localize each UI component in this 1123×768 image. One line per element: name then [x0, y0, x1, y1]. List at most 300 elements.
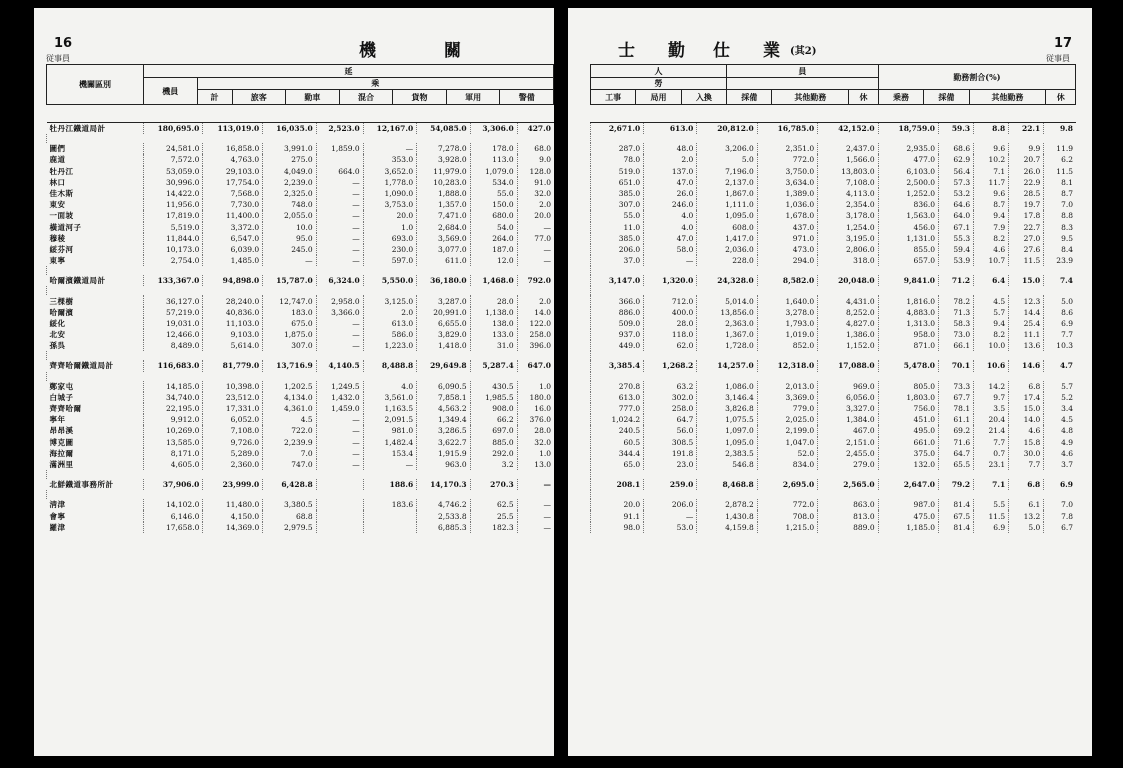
table-cell: 22.9 [1009, 177, 1044, 188]
table-cell: 722.0 [263, 425, 316, 436]
table-cell: 2,025.0 [757, 414, 817, 425]
table-row [591, 329, 1077, 340]
table-cell: 2,199.0 [757, 425, 817, 436]
table-cell: 30.0 [1009, 448, 1044, 459]
row-label: 鄭家屯 [49, 381, 74, 391]
table-cell: 10.2 [974, 154, 1009, 165]
table-cell: 2,523.0 [316, 123, 363, 135]
table-cell: 10.0 [263, 222, 316, 233]
table-cell: 53,059.0 [143, 166, 203, 177]
table-cell: 9.6 [974, 143, 1009, 154]
table-cell: — [316, 222, 363, 233]
table-cell: 28.0 [517, 425, 554, 436]
table-cell: 11.5 [974, 510, 1009, 521]
table-cell: 206.0 [644, 499, 697, 510]
table-cell: 15.8 [1009, 437, 1044, 448]
title-right-char4: 業 [763, 41, 781, 61]
table-cell: 230.0 [363, 244, 416, 255]
table-cell: 2,091.5 [363, 414, 416, 425]
table-cell: 1,131.0 [878, 233, 938, 244]
spacer-cell [47, 470, 555, 479]
title-right-char2: 勤 [668, 41, 686, 61]
table-cell: 91.0 [517, 177, 554, 188]
table-cell: 94,898.0 [203, 275, 263, 286]
table-row [591, 448, 1077, 459]
table-cell: 366.0 [591, 295, 644, 306]
table-cell: 20.0 [591, 499, 644, 510]
table-cell: 1,185.0 [878, 522, 938, 533]
table-cell: 8,582.0 [757, 275, 817, 286]
table-cell: 1,202.5 [263, 381, 316, 392]
table-cell: 863.0 [818, 499, 878, 510]
table-cell: 58.3 [939, 318, 974, 329]
spacer-row [591, 134, 1077, 143]
table-cell: 836.0 [878, 199, 938, 210]
table-cell: 23.9 [1044, 255, 1076, 266]
table-cell: 6,103.0 [878, 166, 938, 177]
table-cell: 11,979.0 [417, 166, 470, 177]
table-cell: 264.0 [470, 233, 517, 244]
table-cell: 24,581.0 [143, 143, 203, 154]
table-cell: 647.0 [517, 360, 554, 371]
table-cell: 6,039.0 [203, 244, 263, 255]
table-cell: 2,151.0 [818, 437, 878, 448]
table-cell: 1,816.0 [878, 295, 938, 306]
row-label: 羅津 [49, 522, 66, 532]
table-cell: 1,468.0 [470, 275, 517, 286]
header-col-6: 軍用 [446, 90, 500, 105]
table-cell: 6.2 [1044, 154, 1076, 165]
table-cell: 11.5 [1009, 255, 1044, 266]
table-cell: 10.6 [974, 360, 1009, 371]
table-cell: 17,658.0 [143, 522, 203, 533]
table-cell: 987.0 [878, 499, 938, 510]
total-row [591, 275, 1077, 286]
table-cell: 66.1 [939, 340, 974, 351]
table-cell: 206.0 [591, 244, 644, 255]
table-cell: 14.6 [1009, 360, 1044, 371]
table-cell: 4,159.8 [697, 522, 757, 533]
r-header-col-6: 乗務 [878, 90, 923, 105]
table-cell: 1,985.5 [470, 392, 517, 403]
table-cell: 8.8 [974, 123, 1009, 135]
table-cell: 2,754.0 [143, 255, 203, 266]
table-cell: 37,906.0 [143, 479, 203, 490]
table-row [591, 425, 1077, 436]
table-cell: 5,478.0 [878, 360, 938, 371]
table-cell: 10.3 [1044, 340, 1076, 351]
table-row [591, 143, 1077, 154]
table-cell: 963.0 [417, 459, 470, 470]
header-group-left: 人 [591, 65, 727, 78]
table-cell: 2,363.0 [697, 318, 757, 329]
table-row [47, 199, 555, 210]
table-cell: 66.2 [470, 414, 517, 425]
row-label: 會寧 [49, 511, 66, 521]
table-cell: 509.0 [591, 318, 644, 329]
table-row [591, 392, 1077, 403]
table-cell: 1,215.0 [757, 522, 817, 533]
table-cell: 3,385.4 [591, 360, 644, 371]
table-cell: 245.0 [263, 244, 316, 255]
table-cell: 60.5 [591, 437, 644, 448]
table-cell: 24,328.0 [697, 275, 757, 286]
spacer-row [591, 351, 1077, 360]
table-cell: 28.0 [644, 318, 697, 329]
table-cell: 473.0 [757, 244, 817, 255]
table-cell: 10,398.0 [203, 381, 263, 392]
table-cell: 1,459.0 [316, 403, 363, 414]
table-cell: 5,289.0 [203, 448, 263, 459]
table-cell: — [517, 522, 554, 533]
table-cell: 78.1 [939, 403, 974, 414]
table-cell: 61.1 [939, 414, 974, 425]
table-cell: 133,367.0 [143, 275, 203, 286]
table-cell: 98.0 [591, 522, 644, 533]
table-cell: 270.3 [470, 479, 517, 490]
table-row [47, 425, 555, 436]
table-row [591, 177, 1077, 188]
table-cell: 1,803.0 [878, 392, 938, 403]
table-cell: 3,278.0 [757, 307, 817, 318]
table-cell: 10,283.0 [417, 177, 470, 188]
table-cell: 116,683.0 [143, 360, 203, 371]
table-cell: 664.0 [316, 166, 363, 177]
table-cell: 18,759.0 [878, 123, 938, 135]
table-cell: — [316, 448, 363, 459]
table-cell: 3,287.0 [417, 295, 470, 306]
table-cell: 64.7 [939, 448, 974, 459]
table-cell: 2,013.0 [757, 381, 817, 392]
table-row [591, 510, 1077, 521]
table-cell: 64.7 [644, 414, 697, 425]
row-label: 東安 [49, 200, 66, 210]
table-cell: 8,171.0 [143, 448, 203, 459]
table-cell: 2,500.0 [878, 177, 938, 188]
table-cell: 69.2 [939, 425, 974, 436]
table-cell: 113,019.0 [203, 123, 263, 135]
table-cell: 67.5 [939, 510, 974, 521]
table-cell: 23.0 [644, 459, 697, 470]
r-header-col-1: 局用 [636, 90, 681, 105]
row-label: 海拉爾 [49, 448, 74, 458]
table-cell: 15,787.0 [263, 275, 316, 286]
table-row [591, 233, 1077, 244]
table-cell: 180,695.0 [143, 123, 203, 135]
table-cell: 2,360.0 [203, 459, 263, 470]
table-cell: 5.0 [697, 154, 757, 165]
spacer-cell [591, 134, 1077, 143]
table-row [47, 510, 555, 521]
table-row [47, 244, 555, 255]
r-header-col-9: 休 [1046, 90, 1076, 105]
spacer-row [47, 372, 555, 381]
table-cell: 6,052.0 [203, 414, 263, 425]
table-cell: 657.0 [878, 255, 938, 266]
table-cell: 7,572.0 [143, 154, 203, 165]
header-col-7: 警備 [500, 90, 554, 105]
total-row [47, 479, 555, 490]
table-cell: 30,996.0 [143, 177, 203, 188]
table-row [47, 414, 555, 425]
table-cell: 11.1 [1009, 329, 1044, 340]
table-cell: 1,268.2 [644, 360, 697, 371]
table-cell: 661.0 [878, 437, 938, 448]
table-cell: 22.1 [1009, 123, 1044, 135]
table-row [47, 329, 555, 340]
table-cell: 969.0 [818, 381, 878, 392]
table-row [47, 522, 555, 533]
table-cell: 2,239.0 [263, 177, 316, 188]
table-cell: — [517, 244, 554, 255]
table-cell: 2,455.0 [818, 448, 878, 459]
table-cell: 613.0 [644, 123, 697, 135]
table-cell: 747.0 [263, 459, 316, 470]
table-row [591, 188, 1077, 199]
spacer-cell [591, 470, 1077, 479]
table-cell: 3,125.0 [363, 295, 416, 306]
table-cell: 4.5 [1044, 414, 1076, 425]
table-cell: 11.9 [1044, 143, 1076, 154]
table-cell: 4.6 [1009, 425, 1044, 436]
table-cell: 73.0 [939, 329, 974, 340]
table-row [47, 448, 555, 459]
table-cell: 81,779.0 [203, 360, 263, 371]
table-cell: 597.0 [363, 255, 416, 266]
table-cell: 7.0 [1044, 499, 1076, 510]
header-col-1: 計 [197, 90, 232, 105]
row-label: 齊齊哈爾 [49, 404, 82, 414]
table-cell: 9.8 [1044, 123, 1076, 135]
table-cell: — [517, 222, 554, 233]
table-cell: 1,047.0 [757, 437, 817, 448]
header-mid-blank [727, 78, 879, 90]
table-row [47, 188, 555, 199]
table-cell: 11,480.0 [203, 499, 263, 510]
table-cell: 9.0 [517, 154, 554, 165]
table-row [47, 143, 555, 154]
table-cell: 5.7 [1044, 381, 1076, 392]
table-cell: 3,146.4 [697, 392, 757, 403]
table-cell: 477.0 [878, 154, 938, 165]
table-cell: 9,103.0 [203, 329, 263, 340]
table-cell: 693.0 [363, 233, 416, 244]
table-cell: 26.0 [644, 188, 697, 199]
table-cell: 5,550.0 [363, 275, 416, 286]
table-cell: 613.0 [363, 318, 416, 329]
table-cell: 756.0 [878, 403, 938, 414]
table-cell: 6,885.3 [417, 522, 470, 533]
table-cell: 40,836.0 [203, 307, 263, 318]
table-row [47, 222, 555, 233]
row-label: 東寧 [49, 256, 66, 266]
table-cell: 48.0 [644, 143, 697, 154]
table-cell: 9,912.0 [143, 414, 203, 425]
table-cell: 13.6 [1009, 340, 1044, 351]
row-label: 三棵樹 [49, 296, 74, 306]
table-cell: 2,137.0 [697, 177, 757, 188]
table-cell: — [316, 425, 363, 436]
table-cell: 47.0 [644, 177, 697, 188]
table-cell: 9,726.0 [203, 437, 263, 448]
table-cell: 3,380.5 [263, 499, 316, 510]
table-cell: 385.0 [591, 188, 644, 199]
table-cell [316, 479, 363, 490]
table-cell: 287.0 [591, 143, 644, 154]
table-cell: — [644, 255, 697, 266]
table-cell: 4,763.0 [203, 154, 263, 165]
table-cell: 27.6 [1009, 244, 1044, 255]
spacer-cell [591, 372, 1077, 381]
table-cell: 7.7 [1044, 329, 1076, 340]
row-label: 淸津 [49, 500, 66, 510]
table-cell: — [316, 199, 363, 210]
table-cell: 7.7 [974, 437, 1009, 448]
table-cell: 52.0 [757, 448, 817, 459]
table-cell: 55.0 [470, 188, 517, 199]
table-row [591, 459, 1077, 470]
row-label: 牡丹江 [49, 166, 74, 176]
title-left-char1: 機 [359, 41, 377, 61]
table-cell: 779.0 [757, 403, 817, 414]
table-cell: 4,361.0 [263, 403, 316, 414]
spacer-row [47, 490, 555, 499]
table-cell: 34,740.0 [143, 392, 203, 403]
table-cell: 10.7 [974, 255, 1009, 266]
table-cell: 70.1 [939, 360, 974, 371]
spacer-row [591, 286, 1077, 295]
table-cell: 57.3 [939, 177, 974, 188]
table-cell: 13,803.0 [818, 166, 878, 177]
row-label: 牡丹江鐵道局計 [49, 124, 106, 134]
right-data-table [590, 122, 1076, 533]
table-cell: 4.5 [974, 295, 1009, 306]
table-cell: 396.0 [517, 340, 554, 351]
table-cell: 15.0 [1009, 403, 1044, 414]
table-cell: 59.3 [939, 123, 974, 135]
table-cell: 1,384.0 [818, 414, 878, 425]
table-cell: 67.1 [939, 222, 974, 233]
table-cell: 777.0 [591, 403, 644, 414]
table-row [591, 340, 1077, 351]
header-sub-left: 勞 [591, 78, 727, 90]
table-cell: 9.4 [974, 210, 1009, 221]
table-cell: 6.7 [1044, 522, 1076, 533]
table-cell: 228.0 [697, 255, 757, 266]
table-cell: 6,428.8 [263, 479, 316, 490]
table-cell: 1,320.0 [644, 275, 697, 286]
spacer-row [591, 372, 1077, 381]
table-cell: 4,605.0 [143, 459, 203, 470]
r-header-col-2: 入換 [681, 90, 726, 105]
row-label: 林口 [49, 177, 66, 187]
table-cell: 1,152.0 [818, 340, 878, 351]
table-cell: 13.2 [1009, 510, 1044, 521]
table-cell: 2,979.5 [263, 522, 316, 533]
table-cell: 8.1 [1044, 177, 1076, 188]
table-cell: 11.7 [974, 177, 1009, 188]
table-cell: 9.4 [974, 318, 1009, 329]
table-cell: 6.8 [1009, 479, 1044, 490]
table-row [47, 499, 555, 510]
table-cell: 7,858.1 [417, 392, 470, 403]
table-cell [316, 499, 363, 510]
table-cell: 246.0 [644, 199, 697, 210]
table-cell: 54.0 [470, 222, 517, 233]
table-cell: 1,678.0 [757, 210, 817, 221]
table-row [47, 255, 555, 266]
table-cell: 53.9 [939, 255, 974, 266]
table-row [47, 381, 555, 392]
table-cell: 1,095.0 [697, 437, 757, 448]
table-cell: 7.8 [1044, 510, 1076, 521]
table-cell: 17,088.0 [818, 360, 878, 371]
table-cell: 28,240.0 [203, 295, 263, 306]
table-cell [316, 510, 363, 521]
row-label: 鹿道 [49, 155, 66, 165]
table-cell [363, 510, 416, 521]
table-cell: 5.0 [1009, 522, 1044, 533]
table-cell: 14.4 [1009, 307, 1044, 318]
table-cell: — [316, 414, 363, 425]
table-cell: 3,569.0 [417, 233, 470, 244]
table-cell: 937.0 [591, 329, 644, 340]
table-cell: — [517, 499, 554, 510]
table-cell: 2.0 [517, 199, 554, 210]
table-row [591, 210, 1077, 221]
r-header-col-5: 休 [849, 90, 879, 105]
table-cell: 1,640.0 [757, 295, 817, 306]
table-cell: 9.5 [1044, 233, 1076, 244]
table-cell: 11.0 [591, 222, 644, 233]
table-cell: 12.3 [1009, 295, 1044, 306]
table-cell: 1,313.0 [878, 318, 938, 329]
table-cell: 1,888.0 [417, 188, 470, 199]
table-cell: 180.0 [517, 392, 554, 403]
table-cell: 258.0 [644, 403, 697, 414]
table-cell: 2,647.0 [878, 479, 938, 490]
header-col-4: 混合 [339, 90, 393, 105]
table-row [47, 307, 555, 318]
table-cell: 23.1 [974, 459, 1009, 470]
table-cell: 1,079.0 [470, 166, 517, 177]
table-cell: 11,400.0 [203, 210, 263, 221]
header-section: 延 [144, 65, 554, 78]
table-cell: 6.9 [974, 522, 1009, 533]
table-cell: 1,875.0 [263, 329, 316, 340]
table-cell: 2.0 [517, 295, 554, 306]
table-cell: 21.4 [974, 425, 1009, 436]
table-row [47, 166, 555, 177]
table-cell: 430.5 [470, 381, 517, 392]
table-cell: 1,566.0 [818, 154, 878, 165]
table-cell: 81.4 [939, 522, 974, 533]
table-cell: 240.5 [591, 425, 644, 436]
table-cell: 6.4 [974, 275, 1009, 286]
table-cell: 1,163.5 [363, 403, 416, 414]
table-cell: 14,102.0 [143, 499, 203, 510]
table-cell: 20.7 [1009, 154, 1044, 165]
table-row [591, 499, 1077, 510]
table-cell: 32.0 [517, 188, 554, 199]
row-label: 博克圖 [49, 437, 74, 447]
side-label-left: 従事員 [46, 54, 70, 63]
table-cell: 25.5 [470, 510, 517, 521]
table-cell: 12,466.0 [143, 329, 203, 340]
table-cell: 20.0 [363, 210, 416, 221]
table-cell: 8,468.8 [697, 479, 757, 490]
table-cell: 1,075.5 [697, 414, 757, 425]
